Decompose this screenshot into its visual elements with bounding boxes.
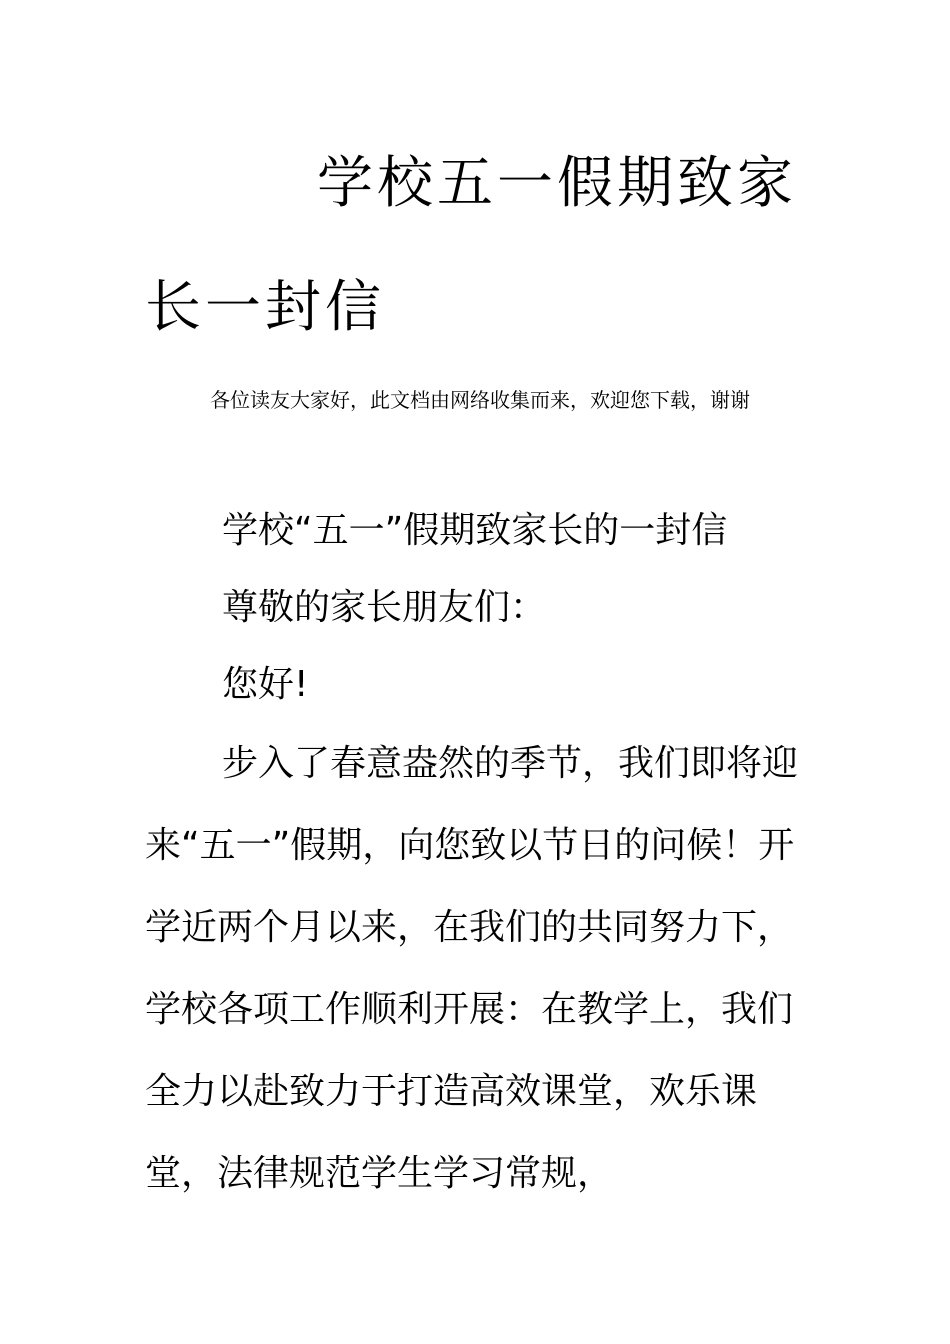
document-title: 学校五一假期致家长一封信	[145, 151, 797, 340]
letter-title: 学校“五一”假期致家长的一封信	[222, 510, 728, 551]
letter-body	[145, 492, 810, 1215]
salutation: 尊敬的家长朋友们：	[222, 587, 547, 628]
paragraph: 步入了春意盎然的季节，我们即将迎来“五一”假期，向您致以节日的问候！开学近两个月以来，在我们的共同努力下，学校各项工作顺利开展：在教学上，我们全力以赴致力于打造高效课堂，欢乐课堂，法律规范学生学习常规，	[145, 743, 799, 1194]
document-content	[145, 122, 810, 1215]
greeting: 您好!	[222, 664, 309, 705]
download-note: 各位读友大家好，此文档由网络收集而来，欢迎您下载，谢谢	[210, 388, 750, 412]
